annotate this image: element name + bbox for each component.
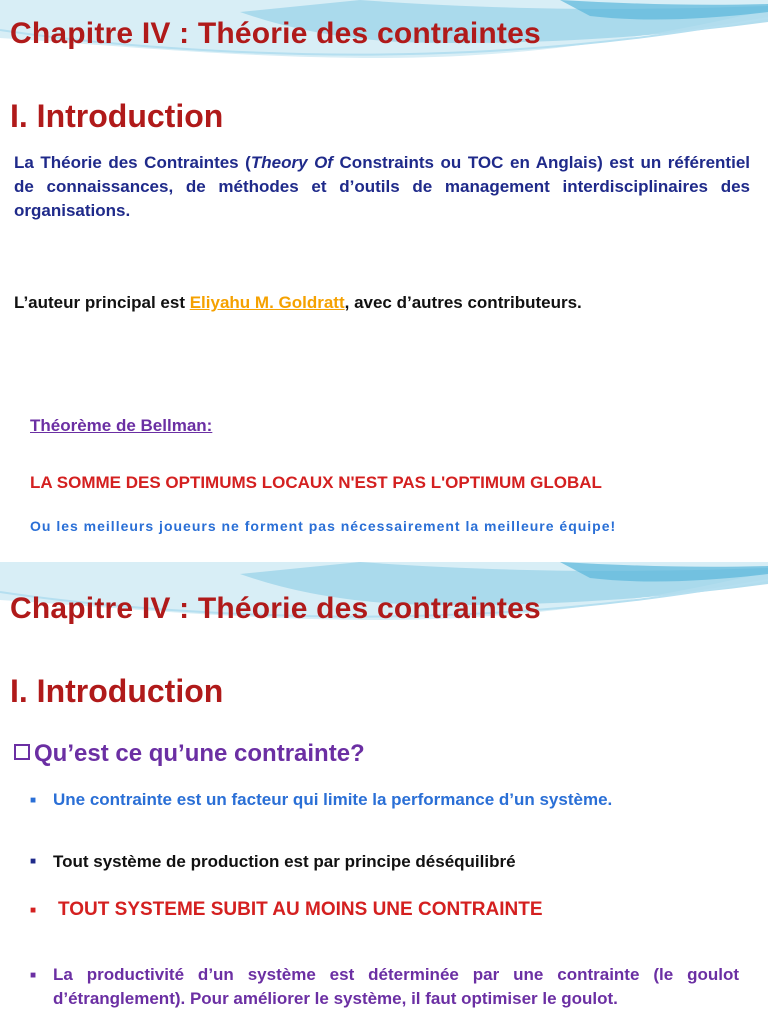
checkbox-bullet-icon (14, 744, 30, 760)
bullet-item: Tout système de production est par principe déséquilibré (53, 852, 516, 871)
theorem-label: Théorème de Bellman: (30, 416, 213, 435)
square-bullet-icon: ■ (30, 905, 37, 916)
theorem-note: Ou les meilleurs joueurs ne forment pas nécessairement la meilleure équipe! (30, 518, 617, 534)
bullet-item-emphasis: TOUT SYSTEME SUBIT AU MOINS UNE CONTRAINTE (58, 899, 543, 920)
definition-text-3: en Anglais) est un référentiel de connaissances, de méthodes et d’outils de management interdisciplinaires des organisations. (14, 153, 750, 220)
definition-text-1: La Théorie des Contraintes ( (14, 153, 251, 172)
square-bullet-icon: ■ (30, 856, 37, 867)
author-prefix: L’auteur principal est (14, 293, 190, 312)
bullet-item: La productivité d’un système est déterminée par une contrainte (le goulot d’étranglement). Pour améliorer le système, il faut optimiser le goulot. (53, 965, 739, 1008)
author-paragraph (14, 291, 750, 315)
definition-text-2: Constraints ou (332, 153, 468, 172)
square-bullet-icon: ■ (30, 795, 37, 806)
bullet-item: Une contrainte est un facteur qui limite la performance d’un système. (53, 790, 613, 809)
definition-acronym: TOC (467, 153, 504, 172)
section-heading: I. Introduction (10, 98, 224, 134)
slide-title: Chapitre IV : Théorie des contraintes (10, 592, 541, 625)
slide-title: Chapitre IV : Théorie des contraintes (10, 17, 541, 50)
square-bullet-icon: ■ (30, 970, 37, 981)
theorem-statement: LA SOMME DES OPTIMUMS LOCAUX N'EST PAS L'OPTIMUM GLOBAL (30, 473, 602, 492)
toc-definition-paragraph (14, 151, 750, 223)
author-suffix: , avec d’autres contributeurs. (344, 293, 582, 312)
section-heading: I. Introduction (10, 673, 224, 709)
author-link[interactable]: Eliyahu M. Goldratt (189, 293, 345, 312)
question-heading (14, 740, 365, 768)
definition-italic: Theory Of (250, 153, 333, 172)
question-text: Qu’est ce qu’une contrainte? (34, 740, 365, 767)
